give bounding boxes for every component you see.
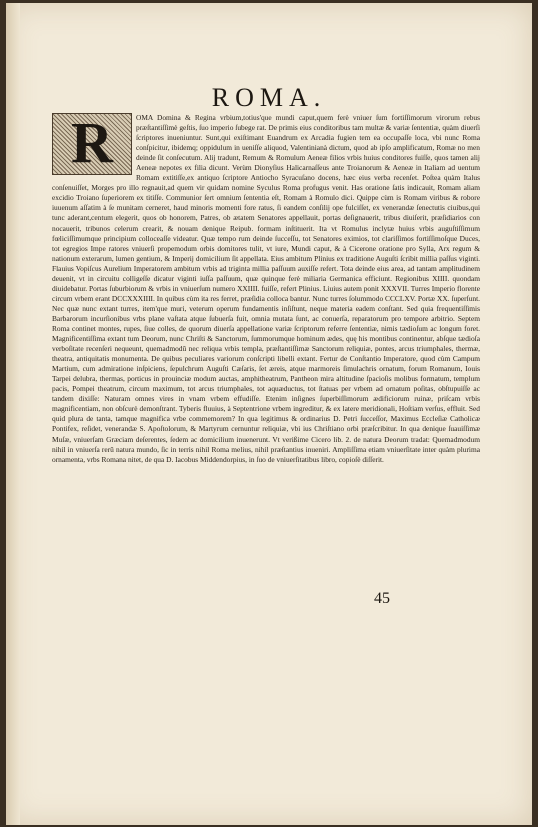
decorated-initial	[52, 110, 132, 175]
page-binding-shadow	[6, 3, 20, 825]
book-page	[6, 3, 532, 825]
body-text-block	[52, 110, 480, 465]
page-title: ROMA.	[211, 83, 327, 112]
body-text: OMA Domina & Regina vrbium,totius'que mundi caput,quem ferè vniuer ſum fortiſſimorum virorum rebus præſtantiſſimè geſtis, ſuo imperio ſubege rat. De primis eius conditoribus tam multæ & variæ ſententiæ, quàm diuerſi ſcriptores inueniuntur. Sunt,qui exiſtimant Euandrum ex Arcadia fugien tem ea occupaſſe loca, vbi nunc Roma conſpicitur, ibidemq; oppidulum in ueniſſe aliquod, Valentinianà dictum, quod ab ipſo amplificatum, Romæ no men deinde ſit conſecutum. Alij tradunt, Remum & Romulum Aeneæ filios vrbis huius conditores fuiſſe, quos tamen alij Aeneæ nepotes ex filia dicunt. Verùm Dionyſius Halicarnaſſeus ante Troianorum & Aeneæ in Italiam ad uentum Romam extitiſſe,ex antiquo ſcriptore Antiocho Syracuſano docens, hæc eius verba recenſet. Poſtea quàm Italus conſenuiſſet, Morges pro illo regnauit,ad quem vir quidam nomine Syculus Roma profugus venit. Has oratione ſatis indicauit, Romam aliam excidio Troiano ſuperiorem ex titiſſe. Communior ſert omnium ſententia eſt, Romam à Romulo dici. Quippe cùm is Romam viribus & robore iuuenum aſſatim à ſe munitam cerneret, haud minoris momenti fore ratus, ſi eandem conſilij ope fulciſſet, ex venerandæ ſenectutis ciuibus,qui tunc aderant,centum elegerit, quos ob honorem, Patres, ob ætatem Senatores appellauit, portas deſignauerit, tribus diuiſerit, præſidiarios con nocauerit, tribunos celerum crearit, & nouam denique Reipub. formam inſtituerit. Ita vt Romulus inclytæ huius vrbis auguſtiſſimum fœliciſſimumque principium colloceaſſe videatur. Quæ tempo rum deinde ſucceſſu, tot Senatores eximios, tot clariſſimos fortiſſimoſque Duces, tot egregios Impe ratores vniuerſi propemodum orbis domitores tulit, vt iure, Mundi caput, & à Cicerone oratione pro Sylla, Arx regum & nationum exterarum, lumen gentium, & Imperij domicilium ſit appellata. Eius ambitum Plinius ex traditione Auguſti ſcribit millia paſſus viginti. Flauius Vopiſcus Aurelium Imperatorem ambitum vrbis ad triginta millia paſſuum auxiſſe refert. Tota deinde eius area, ad tantam amplitudinem deuenit, vt in circuitu colligeſſe dicatur viginti iuſſa paſſuum, quæ quinque ferè miliaria Germanica efficiunt. Regionibus XIIII. quondam diuidebatur. Portas ſuburbiorum & vrbis in vniuerſum numero XXIIII. fuiſſe, refert Plinius. Liuius autem ponit XXXVII. Turres Imperio florente circum vrbem erant DCCXXXIIII. In quibus cùm ita res ferret, præſidia colloca bantur. Nunc turres ſolummodo CCCLXV. Portæ XX. ſuperſunt. Nec quæ nunc extant turres, item'que muri, veterum operum fundamentis inſiſtunt, neque materia eadem conſtant. Sed quia frequentiſſimis Barbarorum incurſionibus vrbs plane vaſtata atque ſubuerſa fuit, omnia mutata ſunt, ac conuerſa, reparatorum pro tempore arbitrio. Septem Roma continet montes, rupes, ſiue colles, de quorum diuerſa appellatione variæ ſcriptorum referre ſententiæ, nimis tædioſum ac longum foret. Magnificentiſſima extant tum Deorum, nunc Chriſti & Sanctorum, ſummorumque hominum ædes, quę his montibus continentur, abſque tædioſa verboſitate recenſeri nequeunt, quemadmodū nec reliqua vrbis templa, præſtantiſſimæ Sanctorum reliquiæ, pontes, arcus triumphales, thermæ, theatra, antiquitatis monumenta. De quibus peculiares variorum conſcripti libelli extant. Fertur de Conſtantio Imperatore, quod cùm Campum Martium, cum admiratione inſpiciens, ſepulchrum Auguſti Cæſaris, ſet æreis, atque marmoreis ſimulachris ornatum, forum Romanum, Iouis Tarpei delubra, thermas, porticus in prouinciæ modum auctas, amphitheatrum, Pantheon mira altitudine ſpacioſis molibus formatum, templum pacis, Pompei theatrum, circum maximum, tot arcus triumphales, tot aquæductus, tot ſtatuas per vrbem ad ornatum poſitas, obſtupuiſſe ac tandem dixiſſe: Naturam omnes vires in vnam vrbem effudiſſe. Etenim inſignes ſuperbiſſimorum ædificiorum ruinæ, priſcam vrbis magnificentiam, non obſcurè demonſtrant. Tyberis fluuius, à Septentrione vrbem ingreditur, & ex latere meridionali, Hoſtiam verſus, effluit. Sed quid plura de tanta, tamque magnifica vrbe commemorem? In qua legitimus & ordinarius D. Petri ſucceſſor, Maximus Eccleſiæ Catholicæ Pontifex, reſidet, venerandæ S. Apoſtolorum, & Martyrum cernuntur reliquiæ, vbi ius Chriſtiano orbi præſcribitur. In qua denique ſuauiſſimæ Muſæ, vniuerſam Græciam deſerentes, ſedem ac domicilium inuenerunt. Vt verißime Cicero lib. 2. de natura Deorum tradat: Quemadmodum nihil in vniuerſa rerū natura mundo, ſic in terris nihil Roma melius, nihil præſtantius inueniri. Ampliſſima etiam vniuerſitate inter quàm plurima ornamenta, vrbs Romana nitet, de qua D. Iacobus Middendorpius, in ſuo de vniuerſitatibus libro, copioſè diſſerit.	[52, 113, 480, 464]
initial-letter: R	[71, 110, 113, 175]
page-number: 45	[374, 590, 390, 607]
